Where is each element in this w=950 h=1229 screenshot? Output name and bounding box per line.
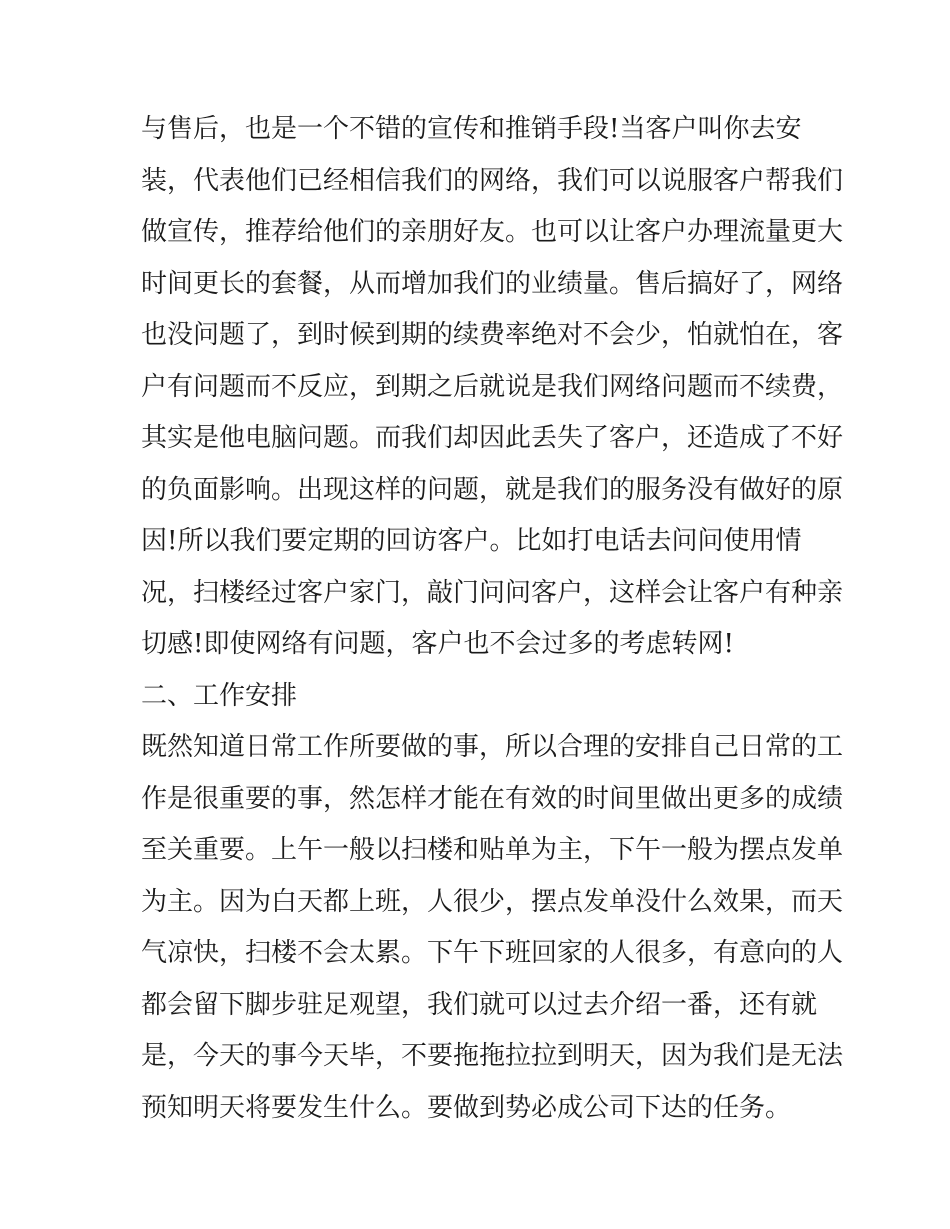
text-line: 与售后，也是一个不错的宣传和推销手段!当客户叫你去安 (141, 114, 802, 144)
text-line: 都会留下脚步驻足观望，我们就可以过去介绍一番，还有就 (141, 989, 818, 1020)
text-line: 既然知道日常工作所要做的事，所以合理的安排自己日常的工 (141, 732, 844, 762)
text-line: 至关重要。上午一般以扫楼和贴单为主，下午一般为摆点发单 (141, 835, 844, 865)
section-heading: 二、工作安排 (141, 680, 298, 711)
text-line: 是，今天的事今天毕，不要拖拖拉拉到明天，因为我们是无法 (141, 1041, 844, 1071)
text-line: 预知明天将要发生什么。要做到势必成公司下达的任务。 (141, 1092, 792, 1123)
text-line: 为主。因为白天都上班，人很少，摆点发单没什么效果，而天 (141, 886, 844, 917)
text-line: 因!所以我们要定期的回访客户。比如打电话去问问使用情 (141, 526, 802, 556)
text-line: 其实是他电脑问题。而我们却因此丢失了客户，还造成了不好 (141, 423, 844, 453)
text-line: 做宣传，推荐给他们的亲朋好友。也可以让客户办理流量更大 (141, 217, 844, 247)
text-line: 时间更长的套餐，从而增加我们的业绩量。售后搞好了，网络 (141, 268, 844, 299)
text-line: 作是很重要的事，然怎样才能在有效的时间里做出更多的成绩 (141, 783, 844, 814)
document-body (141, 104, 844, 1134)
text-line: 的负面影响。出现这样的问题，就是我们的服务没有做好的原 (141, 474, 844, 505)
text-line: 况，扫楼经过客户家门，敲门问问客户，这样会让客户有种亲 (141, 577, 844, 608)
text-line: 也没问题了，到时候到期的续费率绝对不会少，怕就怕在，客 (141, 320, 844, 350)
text-line: 切感!即使网络有问题，客户也不会过多的考虑转网! (141, 629, 734, 659)
text-line: 气凉快，扫楼不会太累。下午下班回家的人很多，有意向的人 (141, 938, 844, 968)
text-line: 装，代表他们已经相信我们的网络，我们可以说服客户帮我们 (141, 165, 844, 196)
text-line: 户有问题而不反应，到期之后就说是我们网络问题而不续费， (141, 371, 844, 402)
